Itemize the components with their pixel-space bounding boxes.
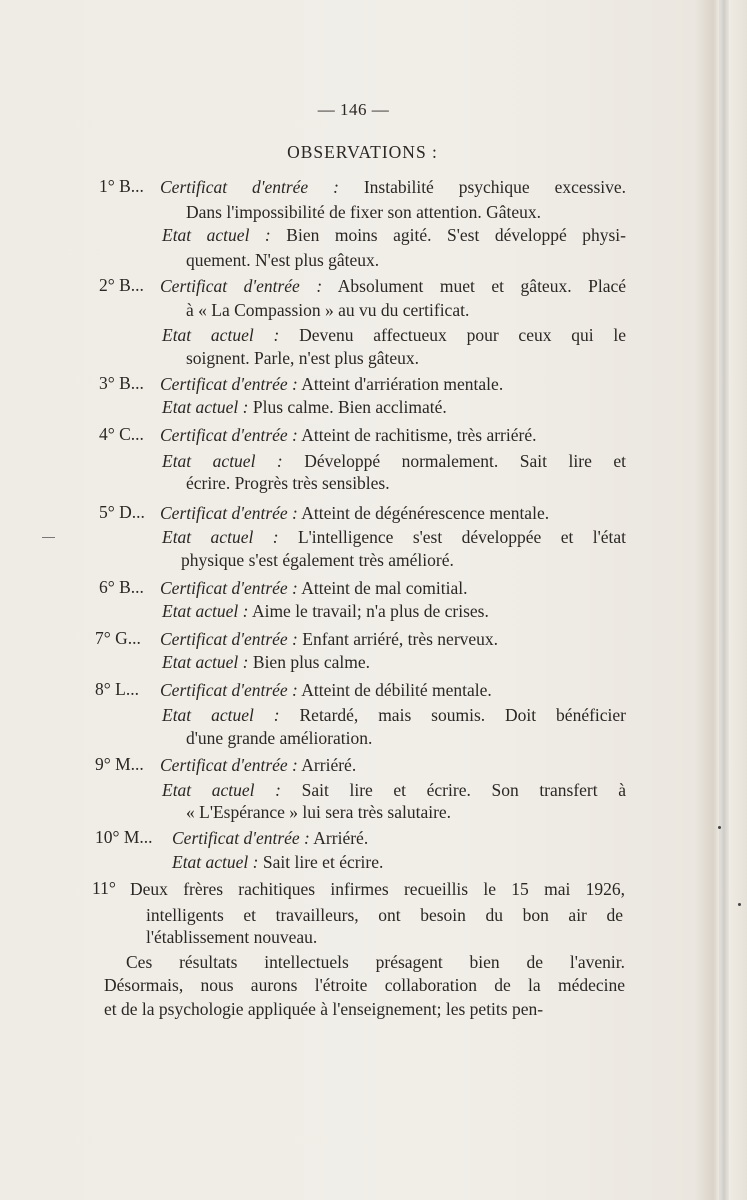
state-label: Etat actuel : bbox=[162, 705, 280, 725]
entry-text: Instabilité psychique excessive. bbox=[363, 177, 627, 197]
entry-label: Certificat d'entrée : bbox=[172, 828, 310, 848]
state-label: Etat actuel : bbox=[162, 397, 249, 417]
entry-certificate-line bbox=[160, 176, 626, 198]
state-continuation-line: écrire. Progrès très sensibles. bbox=[186, 473, 390, 493]
state-text: Retardé, mais soumis. Doit bénéficier bbox=[299, 705, 627, 725]
entry-text: Absolument muet et gâteux. Placé bbox=[337, 276, 627, 296]
entry-certificate-line bbox=[160, 628, 498, 650]
state-label: Etat actuel : bbox=[162, 652, 249, 672]
state-text: Sait lire et écrire. Son transfert à bbox=[301, 780, 627, 800]
entry-label: Certificat d'entrée : bbox=[160, 629, 298, 649]
entry-label: Certificat d'entrée : bbox=[160, 425, 298, 445]
current-state-line bbox=[162, 600, 489, 622]
entry-text: Atteint de rachitisme, très arriéré. bbox=[301, 425, 537, 445]
entry-text: Enfant arriéré, très nerveux. bbox=[302, 629, 499, 649]
entry-label: Certificat d'entrée : bbox=[160, 374, 298, 394]
entry-label: Certificat d'entrée : bbox=[160, 755, 298, 775]
item-number: 1° B... bbox=[99, 176, 144, 196]
current-state-line bbox=[172, 851, 383, 873]
entry-certificate-line bbox=[160, 679, 492, 701]
item-number: 4° C... bbox=[99, 424, 144, 444]
item-number: 8° L... bbox=[95, 679, 139, 699]
state-label: Etat actuel : bbox=[162, 601, 249, 621]
entry-label: Certificat d'entrée : bbox=[160, 276, 323, 296]
entry-label: Certificat d'entrée : bbox=[160, 578, 298, 598]
entry-text: Atteint de mal comitial. bbox=[301, 578, 468, 598]
state-continuation-line: d'une grande amélioration. bbox=[186, 728, 373, 748]
item-text-line: intelligents et travailleurs, ont besoin du bon air de bbox=[146, 905, 623, 925]
state-continuation-line: quement. N'est plus gâteux. bbox=[186, 250, 380, 270]
state-continuation-line: « L'Espérance » lui sera très salutaire. bbox=[186, 802, 452, 822]
entry-certificate-line bbox=[160, 577, 468, 599]
entry-text: Atteint de débilité mentale. bbox=[301, 680, 492, 700]
item-number: 5° D... bbox=[99, 502, 145, 522]
state-text: Aime le travail; n'a plus de crises. bbox=[251, 601, 489, 621]
current-state-line bbox=[162, 396, 447, 418]
current-state-line bbox=[162, 324, 626, 346]
item-number: 7° G... bbox=[95, 628, 141, 648]
state-text: L'intelligence s'est développée et l'état bbox=[297, 527, 626, 547]
state-text: Devenu affectueux pour ceux qui le bbox=[299, 325, 627, 345]
entry-continuation-line: à « La Compassion » au vu du certificat. bbox=[186, 300, 470, 320]
entry-continuation-line: Dans l'impossibilité de fixer son attention. Gâteux. bbox=[186, 202, 542, 222]
item-number: 2° B... bbox=[99, 275, 144, 295]
entry-certificate-line bbox=[160, 373, 503, 395]
item-text-line: l'établissement nouveau. bbox=[146, 927, 318, 947]
entry-certificate-line bbox=[160, 275, 626, 297]
paragraph-line: Désormais, nous aurons l'étroite collaboration de la médecine bbox=[104, 975, 625, 995]
state-text: Sait lire et écrire. bbox=[262, 852, 384, 872]
state-label: Etat actuel : bbox=[162, 527, 279, 547]
state-label: Etat actuel : bbox=[162, 451, 283, 471]
state-continuation-line: physique s'est également très amélioré. bbox=[181, 550, 454, 570]
item-number: 10° M... bbox=[95, 827, 153, 847]
paragraph-line: et de la psychologie appliquée à l'enseignement; les petits pen- bbox=[104, 999, 544, 1019]
entry-label: Certificat d'entrée : bbox=[160, 503, 298, 523]
current-state-line bbox=[162, 779, 626, 801]
section-title: OBSERVATIONS : bbox=[287, 142, 438, 162]
state-text: Développé normalement. Sait lire et bbox=[304, 451, 626, 471]
entry-text: Arriéré. bbox=[301, 755, 357, 775]
state-continuation-line: soignent. Parle, n'est plus gâteux. bbox=[186, 348, 420, 368]
current-state-line bbox=[162, 450, 626, 472]
item-number: 9° M... bbox=[95, 754, 144, 774]
state-label: Etat actuel : bbox=[162, 325, 280, 345]
item-number: 11° bbox=[92, 878, 116, 898]
entry-label: Certificat d'entrée : bbox=[160, 177, 339, 197]
state-text: Bien moins agité. S'est développé physi- bbox=[286, 225, 627, 245]
state-label: Etat actuel : bbox=[162, 225, 271, 245]
current-state-line bbox=[162, 651, 370, 673]
page-number: — 146 — bbox=[317, 100, 390, 119]
current-state-line bbox=[162, 526, 626, 548]
item-text-line: Deux frères rachitiques infirmes recueillis le 15 mai 1926, bbox=[130, 879, 625, 899]
entry-label: Certificat d'entrée : bbox=[160, 680, 298, 700]
page-gutter-shadow bbox=[719, 0, 729, 1200]
margin-dot bbox=[718, 826, 721, 829]
paragraph-line: Ces résultats intellectuels présagent bien de l'avenir. bbox=[126, 952, 625, 972]
entry-text: Arriéré. bbox=[313, 828, 369, 848]
state-label: Etat actuel : bbox=[162, 780, 281, 800]
entry-certificate-line bbox=[172, 827, 368, 849]
entry-certificate-line bbox=[160, 502, 549, 524]
margin-mark bbox=[42, 537, 55, 538]
item-number: 3° B... bbox=[99, 373, 144, 393]
state-text: Bien plus calme. bbox=[252, 652, 371, 672]
item-number: 6° B... bbox=[99, 577, 144, 597]
entry-text: Atteint d'arriération mentale. bbox=[301, 374, 504, 394]
entry-certificate-line bbox=[160, 754, 356, 776]
margin-dot bbox=[738, 903, 741, 906]
current-state-line bbox=[162, 704, 626, 726]
state-label: Etat actuel : bbox=[172, 852, 259, 872]
entry-certificate-line bbox=[160, 424, 536, 446]
state-text: Plus calme. Bien acclimaté. bbox=[252, 397, 447, 417]
entry-text: Atteint de dégénérescence mentale. bbox=[301, 503, 550, 523]
current-state-line bbox=[162, 224, 626, 246]
